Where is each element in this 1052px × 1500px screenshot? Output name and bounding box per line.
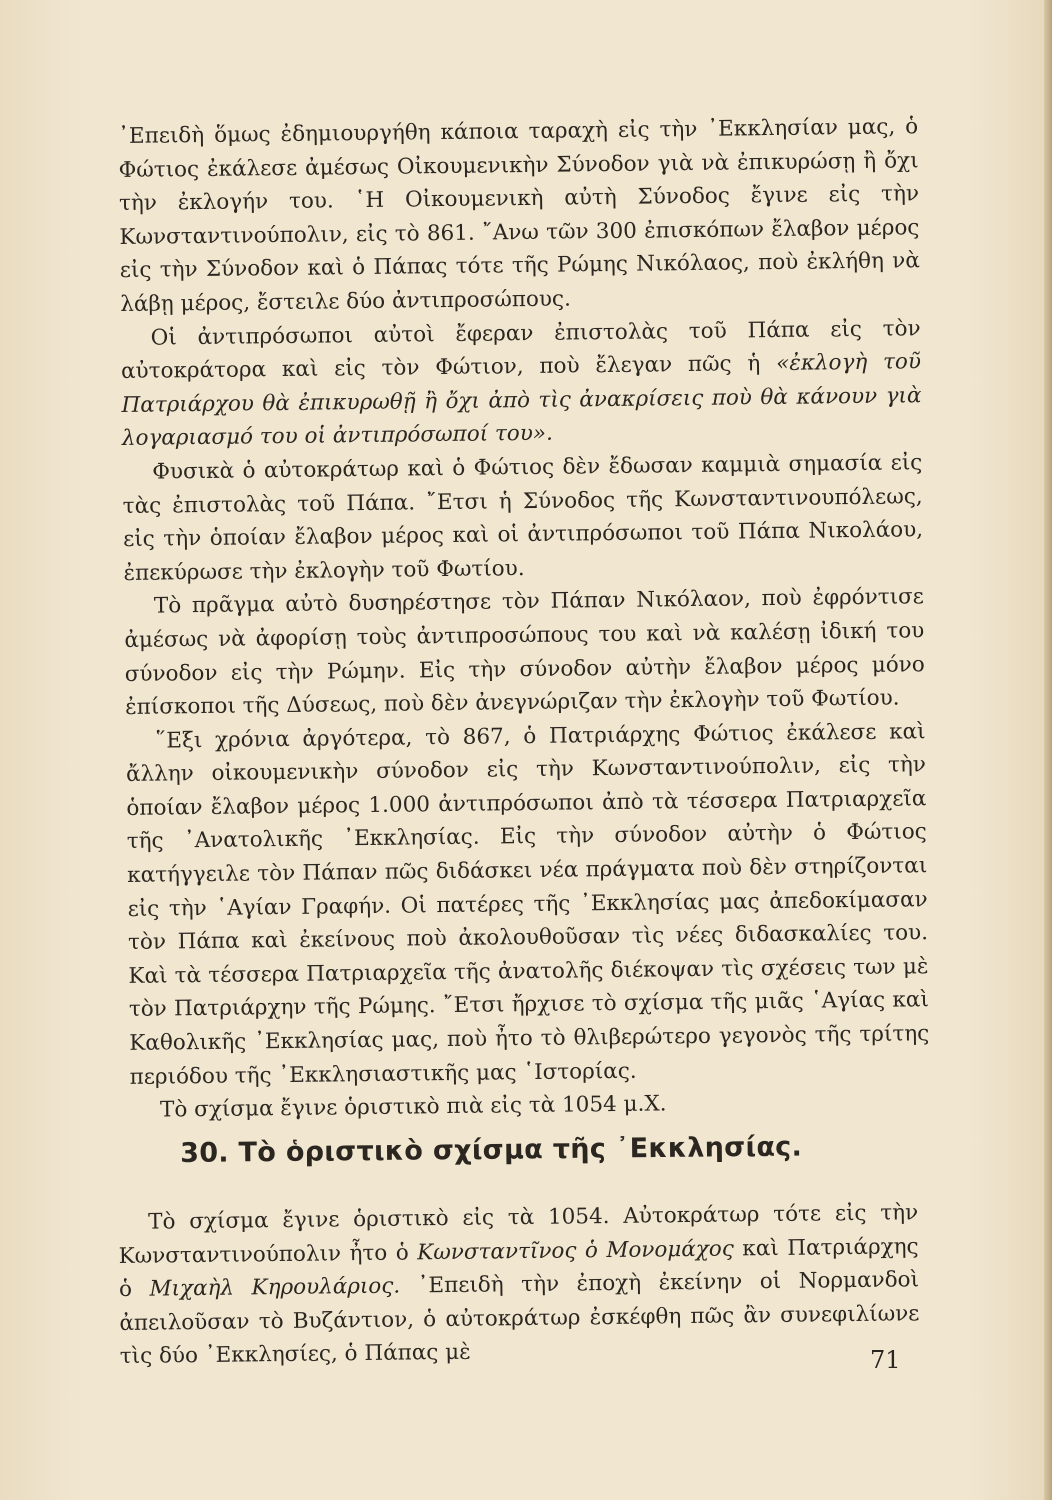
paragraph-4: Τὸ πρᾶγμα αὐτὸ δυσηρέστησε τὸν Πάπαν Νικόλαον, ποὺ ἐφρόντισε ἀμέσως νὰ ἀφορίσῃ τοὺς ἀντιπροσώπους του καὶ νὰ καλέσῃ ἰδική του σύνοδον εἰς τὴν Ρώμην. Εἰς τὴν σύνοδον αὐτὴν ἔλαβον μέρος μόνο ἐπίσκοποι τῆς Δύσεως, ποὺ δὲν ἀνεγνώριζαν τὴν ἐκλογὴν τοῦ Φωτίου.	[124, 584, 925, 721]
patriarch-name: Μιχαὴλ Κηρουλάριος.	[149, 1273, 401, 1302]
paragraph-5: ῞Εξι χρόνια ἀργότερα, τὸ 867, ὁ Πατριάρχης Φώτιος ἐκάλεσε καὶ ἄλλην οἰκουμενικὴν σύνοδον εἰς τὴν Κωνσταντινούπολιν, εἰς τὴν ὁποίαν ἔλαβον μέρος 1.000 ἀντιπρόσωποι ἀπὸ τὰ τέσσερα Πατριαρχεῖα τῆς ᾿Ανατολικῆς ᾿Εκκλησίας. Εἰς τὴν σύνοδον αὐτὴν ὁ Φώτιος κατήγγειλε τὸν Πάπαν πῶς διδάσκει νέα πράγματα ποὺ δὲν στηρίζονται εἰς τὴν ῾Αγίαν Γραφήν. Οἱ πατέρες τῆς ᾿Εκκλησίας μας ἀπεδοκίμασαν τὸν Πάπα καὶ ἐκείνους ποὺ ἀκολουθοῦσαν τὶς νέες διδασκαλίες του. Καὶ τὰ τέσσερα Πατριαρχεῖα τῆς ἀνατολῆς διέκοψαν τὶς σχέσεις των μὲ τὸν Πατριάρχην τῆς Ρώμης. ῎Ετσι ἤρχισε τὸ σχίσμα τῆς μιᾶς ῾Αγίας καὶ Καθολικῆς ᾿Εκκλησίας μας, ποὺ ἦτο τὸ θλιβερώτερο γεγονὸς τῆς τρίτης περιόδου τῆς ᾿Εκκλησιαστικῆς μας ῾Ιστορίας.	[125, 718, 930, 1090]
section-paragraph-mid: καὶ Πατριάρχης ὁ	[118, 1233, 919, 1303]
body-text-upper	[118, 110, 930, 1128]
section-heading: 30. Τὸ ὁριστικὸ σχίσμα τῆς ᾿Εκκλησίας.	[180, 1131, 803, 1169]
section-paragraph-start: Τὸ σχίσμα ἔγινε ὁριστικὸ εἰς τὰ 1054. Αὐτοκράτωρ τότε εἰς τὴν Κωνσταντινούπολιν ἦτο ὁ	[118, 1200, 919, 1269]
page-edge	[1044, 0, 1052, 1500]
section-paragraph-end: ᾿Επειδὴ τὴν ἐποχὴ ἐκείνην οἱ Νορμανδοὶ ἀπειλοῦσαν τὸ Βυζάντιον, ὁ αὐτοκράτωρ ἐσκέφθη πῶς ἂν συνεφιλίωνε τὶς δύο ᾿Εκκλησίες, ὁ Πάπας μὲ	[119, 1267, 920, 1370]
body-text-lower	[118, 1196, 920, 1374]
paragraph-6: Τὸ σχίσμα ἔγινε ὁριστικὸ πιὰ εἰς τὰ 1054 μ.Χ.	[159, 1091, 667, 1123]
page-number: 71	[870, 1346, 901, 1374]
paragraph-2-quote: «ἐκλογὴ τοῦ Πατριάρχου θὰ ἐπικυρωθῇ ἢ ὄχι ἀπὸ τὶς ἀνακρίσεις ποὺ θὰ κάνουν γιὰ λογαριασμό του οἱ ἀντιπρόσωποί του».	[121, 349, 922, 452]
paragraph-2	[120, 312, 922, 456]
section-paragraph	[118, 1196, 920, 1374]
paragraph-2-text: Οἱ ἀντιπρόσωποι αὐτοὶ ἔφεραν ἐπιστολὰς τοῦ Πάπα εἰς τὸν αὐτοκράτορα καὶ εἰς τὸν Φώτιον, ποὺ ἔλεγαν πῶς ἡ	[120, 315, 921, 385]
emperor-name: Κωνσταντῖνος ὁ Μονομάχος	[417, 1236, 734, 1265]
paragraph-1: ᾿Επειδὴ ὅμως ἐδημιουργήθη κάποια ταραχὴ εἰς τὴν ᾿Εκκλησίαν μας, ὁ Φώτιος ἐκάλεσε ἀμέσως Οἰκουμενικὴν Σύνοδον γιὰ νὰ ἐπικυρώσῃ ἢ ὄχι τὴν ἐκλογήν του. ῾Η Οἰκουμενικὴ αὐτὴ Σύνοδος ἔγινε εἰς τὴν Κωνσταντινούπολιν, εἰς τὸ 861. ῎Ανω τῶν 300 ἐπισκόπων ἔλαβον μέρος εἰς τὴν Σύνοδον καὶ ὁ Πάπας τότε τῆς Ρώμης Νικόλαος, ποὺ ἐκλήθη νὰ λάβῃ μέρος, ἔστειλε δύο ἀντιπροσώπους.	[118, 114, 920, 317]
paragraph-3: Φυσικὰ ὁ αὐτοκράτωρ καὶ ὁ Φώτιος δὲν ἔδωσαν καμμιὰ σημασία εἰς τὰς ἐπιστολὰς τοῦ Πάπα. ῎Ετσι ἡ Σύνοδος τῆς Κωνσταντινουπόλεως, εἰς τὴν ὁποίαν ἔλαβον μέρος καὶ οἱ ἀντιπρόσωποι τοῦ Πάπα Νικολάου, ἐπεκύρωσε τὴν ἐκλογὴν τοῦ Φωτίου.	[122, 450, 924, 586]
